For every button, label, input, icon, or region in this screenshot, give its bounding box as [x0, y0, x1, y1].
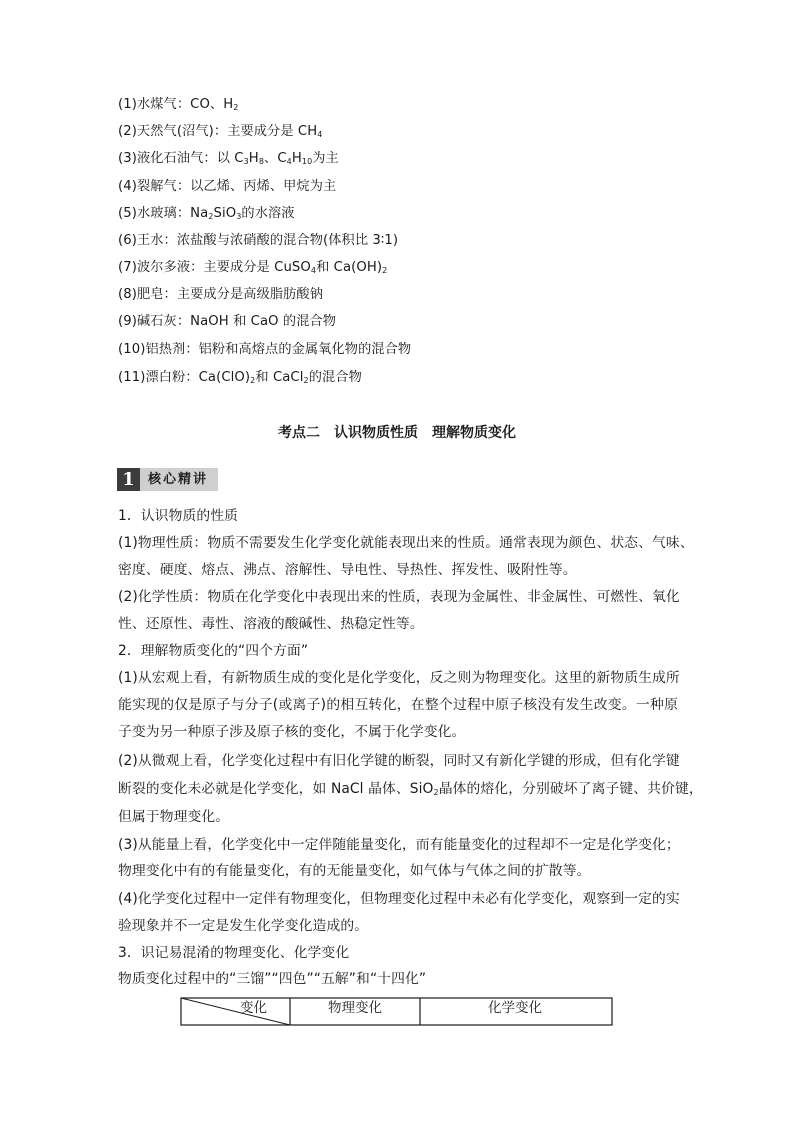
badge-label: 核心精讲	[148, 472, 209, 487]
list-item-4: (4)裂解气：以乙烯、丙烯、甲烷为主	[118, 179, 337, 194]
heading-1: 1．认识物质的性质	[118, 508, 239, 524]
paragraph-6-line-2: 验现象并不一定是发生化学变化造成的。	[118, 918, 369, 934]
list-item-3: (3)液化石油气：以 $C_3H_8$、$C_4H_{10}$为主	[118, 151, 339, 166]
core-section-badge	[117, 468, 218, 491]
paragraph-3-line-3: 子变为另一种原子涉及原子核的变化，不属于化学变化。	[118, 724, 466, 740]
table-corner-label: 变化	[240, 1000, 267, 1016]
paragraph-2-line-1: (2)化学性质：物质在化学变化中表现出来的性质，表现为金属性、非金属性、可燃性、氧化	[118, 589, 680, 605]
list-item-5: (5)水玻璃：$Na_2SiO_3$的水溶液	[118, 206, 295, 221]
list-item-8: (8)肥皂：主要成分是高级脂肪酸钠	[118, 287, 324, 302]
heading-2: 2．理解物质变化的“四个方面”	[118, 643, 309, 659]
list-item-1: (1)水煤气：CO、$H_2$	[118, 97, 239, 112]
paragraph-1-line-2: 密度、硬度、熔点、沸点、溶解性、导电性、导热性、挥发性、吸附性等。	[118, 562, 577, 578]
paragraph-4-line-1: (2)从微观上看，化学变化过程中有旧化学键的断裂，同时又有新化学键的形成，但有化学键	[118, 753, 680, 769]
paragraph-6-line-1: (4)化学变化过程中一定伴有物理变化，但物理变化过程中未必有化学变化，观察到一定的实	[118, 891, 680, 907]
section-title: 考点二 认识物质性质 理解物质变化	[278, 425, 516, 441]
paragraph-4-line-3: 但属于物理变化。	[118, 809, 230, 825]
paragraph-7: 物质变化过程中的“三馏”“四色”“五解”和“十四化”	[118, 971, 427, 987]
table-header-physical: 物理变化	[328, 1000, 382, 1016]
paragraph-4-line-2: 断裂的变化未必就是化学变化，如 NaCl 晶体、SiO$_2$晶体的熔化，分别破坏了离子键、共价键，	[118, 781, 703, 797]
paragraph-3-line-2: 能实现的仅是原子与分子(或离子)的相互转化，在整个过程中原子核没有发生改变。一种原	[118, 697, 678, 713]
list-item-2: (2)天然气(沼气)：主要成分是 $CH_4$	[118, 124, 323, 139]
heading-3: 3．识记易混淆的物理变化、化学变化	[118, 945, 350, 961]
paragraph-5-line-1: (3)从能量上看，化学变化中一定伴随能量变化，而有能量变化的过程却不一定是化学变化；	[118, 837, 680, 853]
paragraph-1-line-1: (1)物理性质：物质不需要发生化学变化就能表现出来的性质。通常表现为颜色、状态、气味、	[118, 535, 694, 551]
list-item-6: (6)王水：浓盐酸与浓硝酸的混合物(体积比 3∶1)	[118, 233, 399, 248]
list-item-7: (7)波尔多液：主要成分是 CuSO$_4$和 $Ca(OH)_2$	[118, 260, 388, 275]
list-item-10: (10)铝热剂：铝粉和高熔点的金属氧化物的混合物	[118, 342, 412, 357]
table-header-chemical: 化学变化	[488, 1000, 542, 1016]
badge-number: 1	[117, 468, 140, 491]
list-item-9: (9)碱石灰：NaOH 和 CaO 的混合物	[118, 314, 337, 329]
list-item-11: (11)漂白粉：$Ca(ClO)_2$和 CaCl$_2$的混合物	[118, 370, 362, 385]
paragraph-3-line-1: (1)从宏观上看，有新物质生成的变化是化学变化，反之则为物理变化。这里的新物质生成所	[118, 670, 680, 686]
paragraph-2-line-2: 性、还原性、毒性、溶液的酸碱性、热稳定性等。	[118, 616, 424, 632]
paragraph-5-line-2: 物理变化中有的有能量变化，有的无能量变化，如气体与气体之间的扩散等。	[118, 863, 591, 879]
table-corner-diagonal	[181, 998, 290, 1025]
